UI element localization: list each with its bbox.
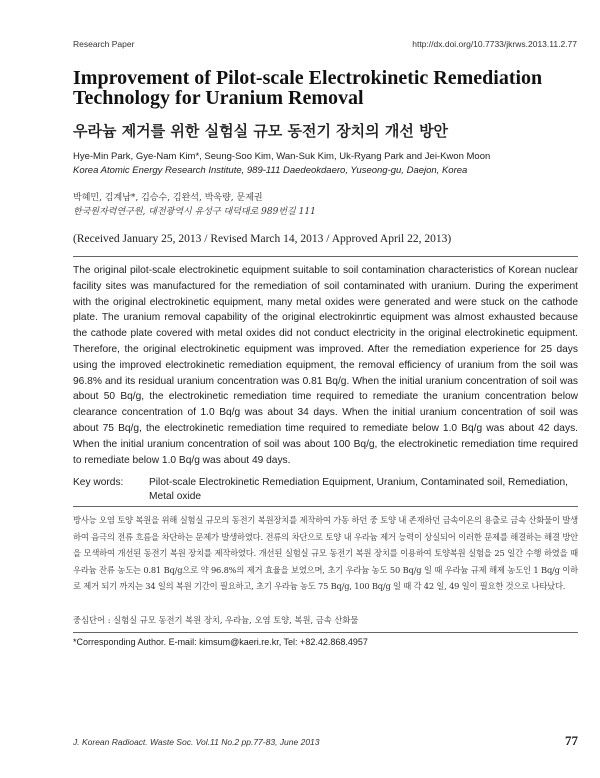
journal-citation: J. Korean Radioact. Waste Soc. Vol.11 No.2 pp.77-83, June 2013 <box>73 737 320 747</box>
divider <box>73 506 578 507</box>
received-dates: (Received January 25, 2013 / Revised March 14, 2013 / Approved April 22, 2013) <box>73 233 452 245</box>
header-label: Research Paper <box>73 39 135 49</box>
keywords <box>73 476 578 503</box>
korean-affiliation: 한국원자력연구원, 대전광역시 유성구 대덕대로 989번길 111 <box>73 207 316 217</box>
divider <box>73 632 578 633</box>
authors: Hye-Min Park, Gye-Nam Kim*, Seung-Soo Kim, Wan-Suk Kim, Uk-Ryang Park and Jei-Kwon Moon <box>73 151 491 162</box>
keywords-label: Key words: <box>73 477 124 488</box>
keywords-text: Pilot-scale Electrokinetic Remediation Equipment, Uranium, Contaminated soil, Remediation, Metal oxide <box>149 477 569 502</box>
divider <box>73 256 578 257</box>
korean-authors: 박혜민, 김계남*, 김승수, 김완석, 박욱량, 문제권 <box>73 193 263 203</box>
page-number: 77 <box>565 733 578 748</box>
doi-link[interactable]: http://dx.doi.org/10.7733/jkrws.2013.11.2.77 <box>412 39 577 49</box>
korean-title: 우라늄 제거를 위한 실험실 규모 동전기 장치의 개선 방안 <box>73 122 449 140</box>
corresponding-author: *Corresponding Author. E-mail: kimsum@kaeri.re.kr, Tel: +82.42.868.4957 <box>73 637 368 647</box>
abstract: The original pilot-scale electrokinetic equipment suitable to soil contamination characteristics of Korean nuclear facility sites was manufactured for the remediation of soil contaminated with uranium. During the experiment with the original electrokinetic equipment, many metal oxides were generated and were stuck on the cathode plate. The uranium removal capability of the original electrokinrtic equipment was almost exhausted because the cathode plate covered with metal oxides did not conduct electricity in the original electrokinetic equipment. Therefore, the original electrokinetic equipment was improved. After the remediation experience for 25 days using the improved electrokinetic remediation equipment, the removal efficiency of uranium from the soil was 96.8% and its residual uranium concentration was 0.81 Bq/g. When the initial uranium concentration of soil was about 50 Bq/g, the electrokinetic remediation time required to remediate the uranium concentration below clearance concentration of 1.0 Bq/g was about 34 days. When the initial uranium concentration of soil was about 75 Bq/g, the electrokinetic remediation time required to remediate below 1.0 Bq/g was about 42 days. When the initial uranium concentration of soil was about 100 Bq/g, the electrokinetic remediation time required to remediate below 1.0 Bq/g was about 49 days. <box>73 265 578 466</box>
korean-keywords: 중심단어 : 실험실 규모 동전기 복원 장치, 우라늄, 오염 토양, 복원, 금속 산화물 <box>73 615 359 625</box>
korean-abstract: 방사능 오염 토양 복원을 위해 실험실 규모의 동전기 복원장치를 제작하여 가동 하던 중 토양 내 존재하던 금속이온의 용출로 금속 산화물이 발생하여 음극의 전류 흐름을 차단하는 문제가 발생하였다. 전류의 차단으로 토양 내 우라늄 제거 능력이 상실되어 이러한 문제를 해결하는 해결 방안을 모색하여 개선된 동전기 복원 장치를 제작하였다. 개선된 실험실 규모 동전기 복원 장치를 이용하여 토양복원 실험을 25 일간 수행 하였을 때 우라늄 잔류 농도는 0.81 Bq/g으로 약 96.8%의 제거 효율을 보였으며, 초기 우라늄 농도 50 Bq/g 일 때 우라늄 규제 해제 농도인 1 Bq/g 이하로 제거 되기 까지는 34 일의 복원 기간이 필요하고, 초기 우라늄 농도 75 Bq/g, 100 Bq/g 일 때 각 42 일, 49 일이 필요한 것으로 나타났다. <box>73 515 578 591</box>
paper-title: Improvement of Pilot-scale Electrokinetic Remediation Technology for Uranium Removal <box>73 67 543 109</box>
affiliation: Korea Atomic Energy Research Institute, 989-111 Daedeokdaero, Yuseong-gu, Daejon, Korea <box>73 165 468 176</box>
